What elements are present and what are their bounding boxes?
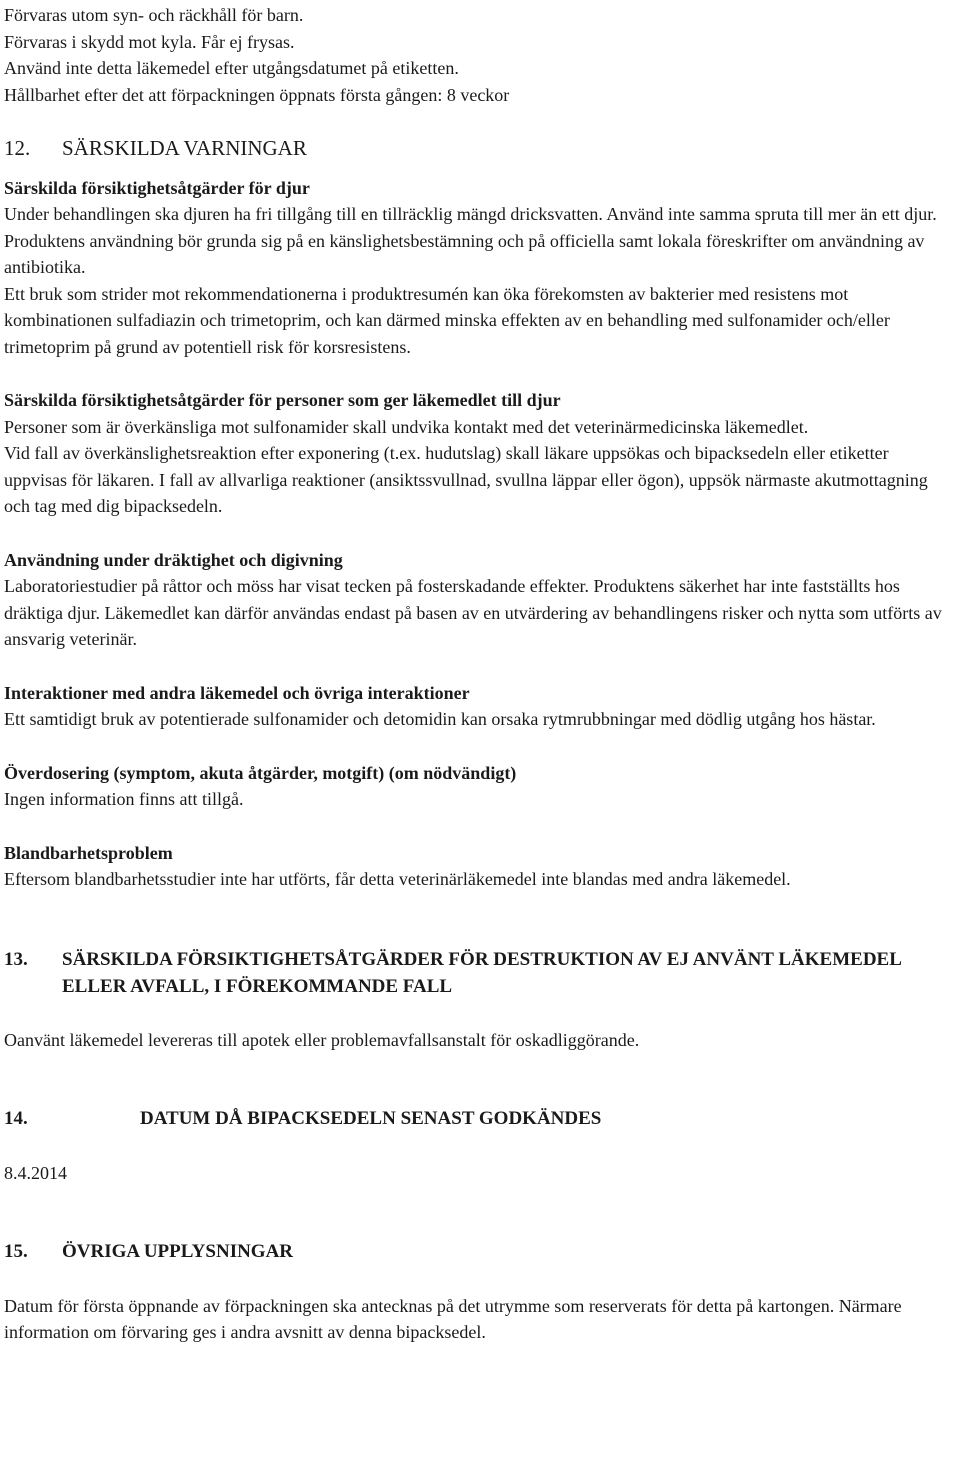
section-title: DATUM DÅ BIPACKSEDELN SENAST GODKÄNDES [140, 1108, 602, 1129]
paragraph: Oanvänt läkemedel levereras till apotek eller problemavfallsanstalt för oskadliggörande. [4, 1029, 640, 1050]
approval-date: 8.4.2014 [4, 1162, 67, 1183]
section-13 [4, 946, 956, 1054]
animals-precautions-heading: Särskilda försiktighetsåtgärder för djur [4, 177, 310, 198]
section-number: 15. [4, 1241, 28, 1262]
compatibility-heading: Blandbarhetsproblem [4, 842, 173, 863]
section-title: SÄRSKILDA FÖRSIKTIGHETSÅTGÄRDER FÖR DESTRUKTION AV EJ ANVÄNT LÄKEMEDEL ELLER AVFALL, I FÖREKOMMANDE FALL [62, 948, 901, 997]
storage-line: Förvaras utom syn- och räckhåll för barn. [4, 5, 304, 25]
paragraph: Datum för första öppnande av förpackningen ska antecknas på det utrymme som reserverats för detta på kartongen. Närmare information om förvaring ges i andra avsnitt av denna bipacksedel. [4, 1295, 902, 1342]
paragraph: Personer som är överkänsliga mot sulfonamider skall undvika kontakt med det veterinärmedicinska läkemedlet. [4, 416, 809, 437]
section-number: 12. [4, 136, 31, 160]
storage-line: Använd inte detta läkemedel efter utgångsdatumet på etiketten. [4, 58, 459, 78]
section-title: ÖVRIGA UPPLYSNINGAR [62, 1241, 294, 1262]
paragraph: Eftersom blandbarhetsstudier inte har utförts, får detta veterinärläkemedel inte blandas med andra läkemedel. [4, 869, 791, 889]
section-12-heading [4, 135, 956, 162]
section-15 [4, 1239, 956, 1346]
storage-line: Förvaras i skydd mot kyla. Får ej frysas. [4, 31, 295, 52]
paragraph: Ett bruk som strider mot rekommendationerna i produktresumén kan öka förekomsten av bakterier med resistens mot kombinationen sulfadiazin och trimetoprim, och kan därmed minska effekten av en behandling med sulfonamider och/eller trimetoprim på grund av potentiell risk för korsresistens. [4, 283, 890, 357]
section-14 [4, 1106, 956, 1186]
paragraph: Ingen information finns att tillgå. [4, 789, 244, 809]
interactions-heading: Interaktioner med andra läkemedel och övriga interaktioner [4, 682, 470, 703]
paragraph: Ett samtidigt bruk av potentierade sulfonamider och detomidin kan orsaka rytmrubbningar med dödlig utgång hos hästar. [4, 709, 876, 729]
paragraph: Under behandlingen ska djuren ha fri tillgång till en tillräcklig mängd dricksvatten. Använd inte samma spruta till mer än ett djur. Produktens användning bör grunda sig på en känslighetsbestämning och på officiella samt lokala föreskrifter om användning av antibiotika. [4, 204, 937, 277]
section-14-heading [4, 1106, 956, 1133]
paragraph: Laboratoriestudier på råttor och möss har visat tecken på fosterskadande effekter. Produktens säkerhet har inte fastställts hos dräktiga djur. Läkemedlet kan därför användas endast på basen av en utvärdering av behandlingens risker och nytta som utförts av ansvarig veterinär. [4, 576, 942, 649]
paragraph: Vid fall av överkänslighetsreaktion efter exponering (t.ex. hudutslag) skall läkare uppsökas och bipacksedeln eller etiketter uppvisas för läkaren. I fall av allvarliga reaktioner (ansiktssvullnad, svullna läppar eller ögon), uppsök närmaste akutmottagning och tag med dig bipacksedeln. [4, 443, 928, 516]
section-12 [4, 135, 956, 893]
storage-block [4, 2, 956, 108]
section-15-heading [4, 1239, 956, 1266]
storage-line: Hållbarhet efter det att förpackningen öppnats första gången: 8 veckor [4, 84, 510, 105]
pregnancy-heading: Användning under dräktighet och digivning [4, 549, 343, 570]
section-number: 13. [4, 948, 28, 970]
section-13-heading [4, 946, 956, 1000]
overdose-heading: Överdosering (symptom, akuta åtgärder, motgift) (om nödvändigt) [4, 762, 517, 783]
section-number: 14. [4, 1108, 28, 1129]
section-title: SÄRSKILDA VARNINGAR [62, 136, 307, 160]
leaflet-page [4, 2, 956, 1346]
persons-precautions-heading: Särskilda försiktighetsåtgärder för personer som ger läkemedlet till djur [4, 390, 561, 410]
